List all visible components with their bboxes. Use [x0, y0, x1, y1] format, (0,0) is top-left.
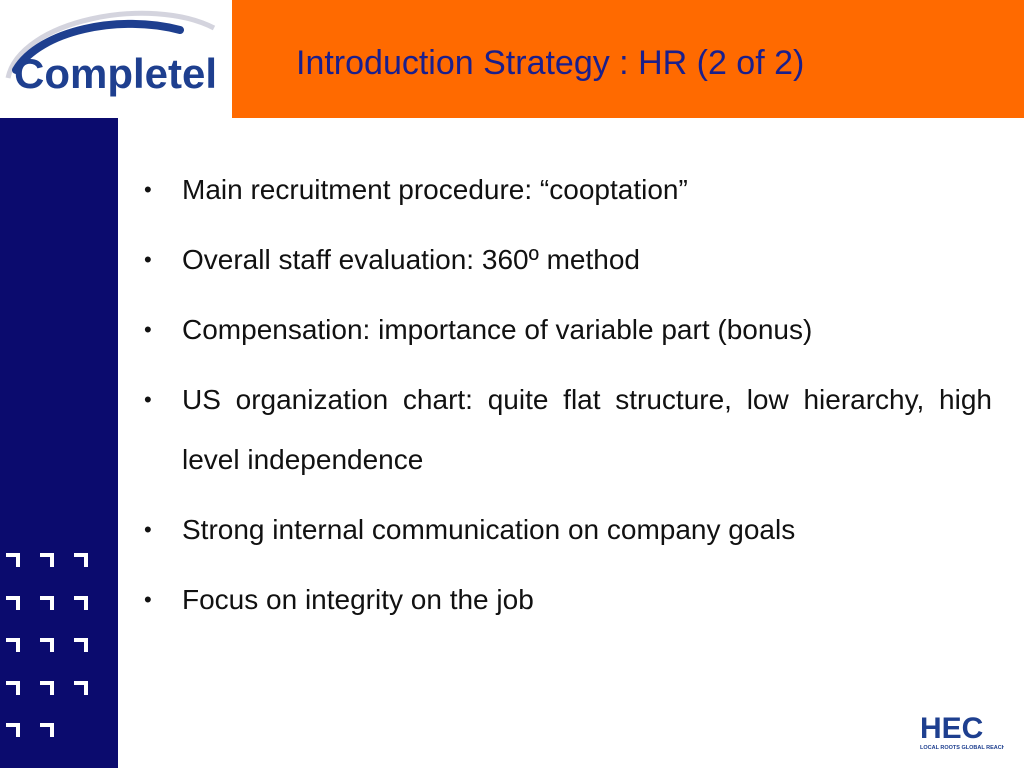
hec-logo — [918, 712, 1004, 757]
bullet-dot-icon: • — [144, 587, 152, 612]
bullet-dot-icon: • — [144, 247, 152, 272]
bullet-text: Main recruitment procedure: “cooptation” — [182, 174, 688, 205]
bullet-item — [140, 230, 992, 290]
bullet-text: Compensation: importance of variable part (bonus) — [182, 314, 813, 345]
completel-logo-graphic — [0, 0, 232, 118]
completel-logo — [0, 0, 232, 118]
bullet-dot-icon: • — [144, 317, 152, 342]
bullet-text: Overall staff evaluation: 360º method — [182, 244, 640, 275]
hec-wordmark: HEC — [920, 712, 984, 745]
bullet-list — [140, 160, 992, 630]
bullet-text: Strong internal communication on company goals — [182, 514, 796, 545]
slide-content — [140, 160, 992, 640]
bullet-dot-icon: • — [144, 517, 152, 542]
bullet-dot-icon: • — [144, 387, 152, 412]
bullet-item — [140, 570, 992, 630]
bullet-text: Focus on integrity on the job — [182, 584, 534, 615]
slide-title: Introduction Strategy : HR (2 of 2) — [296, 44, 805, 82]
logo-wordmark: Completel — [14, 50, 218, 97]
bullet-item — [140, 300, 992, 360]
bullet-item — [140, 500, 992, 560]
bullet-text: US organization chart: quite flat structure, low hierarchy, high level independence — [182, 384, 992, 475]
corner-mark-grid-icon — [0, 118, 118, 768]
hec-tagline: LOCAL ROOTS GLOBAL REACH — [920, 745, 1004, 751]
bullet-item — [140, 160, 992, 220]
hec-logo-graphic — [918, 712, 1004, 752]
left-sidebar — [0, 118, 118, 768]
title-bar — [232, 0, 1024, 118]
bullet-dot-icon: • — [144, 177, 152, 202]
bullet-item — [140, 370, 992, 490]
